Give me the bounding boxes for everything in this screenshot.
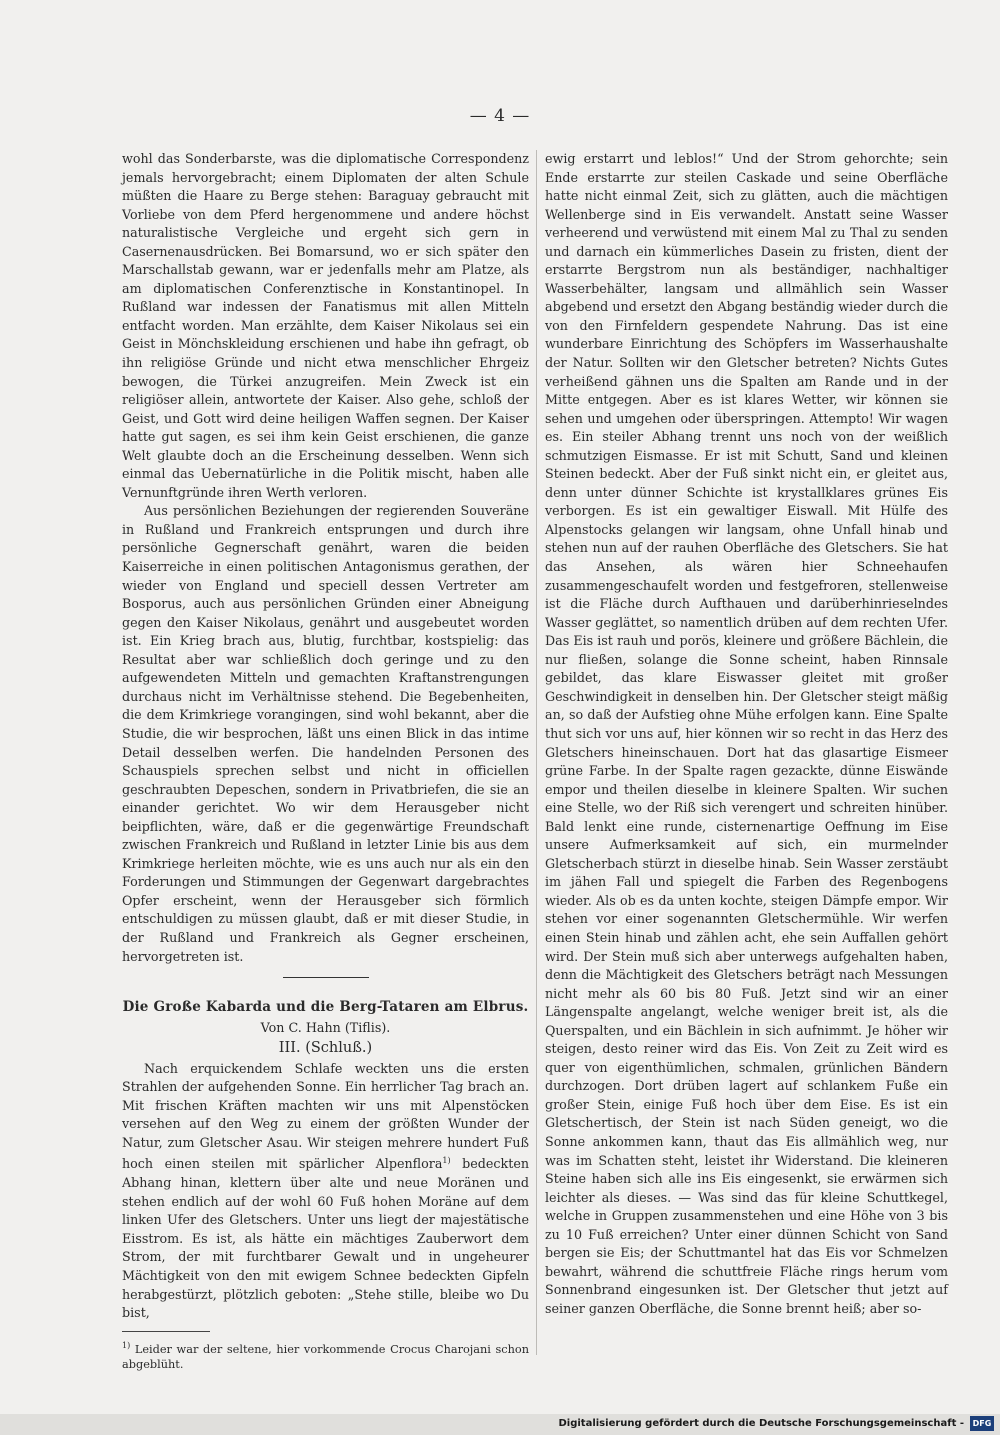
- right-column: [545, 150, 948, 1318]
- dfg-logo: DFG: [970, 1416, 994, 1431]
- section-heading: III. (Schluß.): [278, 1040, 373, 1057]
- page-number: — 4 —: [469, 106, 531, 126]
- footnote-reference: 1): [442, 1156, 451, 1166]
- footnote: [122, 1338, 529, 1374]
- footnote-text: Leider war der seltene, hier vorkommende Crocus Charojani schon abgeblüht.: [122, 1342, 529, 1372]
- body-paragraph: Aus persönlichen Beziehungen der regierenden Souveräne in Rußland und Frankreich entsprungen und durch ihre persönliche Gegnerschaft genährt, waren die beiden Kaiserreiche in einen politischen Antagonismus gerathen, der wieder von England und speciell dessen Vertreter am Bosporus, auch aus persönlichen Gründen einer Abneigung gegen den Kaiser Nikolaus, genährt und ausgebeutet worden ist. Ein Krieg brach aus, blutig, furchtbar, kostspielig: das Resultat aber war schließlich doch geringe und zu den aufgewendeten Mitteln und gemachten Kraftanstrengungen durchaus nicht im Verhältnisse stehend. Die Begebenheiten, die dem Krimkriege vorangingen, sind wohl bekannt, aber die Studie, die wir besprochen, läßt uns einen Blick in das intime Detail desselben werfen. Die handelnden Personen des Schauspiels sprechen selbst und nicht in officiellen geschraubten Depeschen, sondern in Privatbriefen, die sie an einander gerichtet. Wo wir dem Herausgeber nicht beipflichten, wäre, daß er die gegenwärtige Freundschaft zwischen Frankreich und Rußland in letzter Linie bis aus dem Krimkriege herleiten möchte, wie es uns auch nur als ein den Forderungen und Stimmungen der Gegenwart dargebrachtes Opfer erscheint, wenn der Herausgeber sich förmlich entschuldigen zu müssen glaubt, daß er mit dieser Studie, in der Rußland und Frankreich als Gegner erscheinen, hervorgetreten ist.: [122, 503, 529, 964]
- column-divider: [536, 150, 537, 1355]
- footnote-marker: 1): [122, 1340, 131, 1350]
- article-title: Die Große Kabarda und die Berg-Tataren am Elbrus.: [122, 999, 529, 1016]
- article-byline: Von C. Hahn (Tiflis).: [260, 1019, 391, 1035]
- paragraph-text: bedeckten Abhang hinan, klettern über alte und neue Moränen und stehen endlich auf der wohl 60 Fuß hohen Moräne auf dem linken Ufer des Gletschers. Unter uns liegt der majestätische Eisstrom. Es ist, als hätte ein mächtiges Zauberwort dem Strom, der mit furchtbarer Gewalt und in ungeheurer Mächtigkeit von den mit ewigem Schnee bedeckten Gipfeln herabgestürzt, plötzlich geboten: „Stehe stille, bleibe wo Du bist,: [122, 1156, 530, 1321]
- body-paragraph: [122, 1060, 529, 1323]
- body-paragraph: ewig erstarrt und leblos!“ Und der Strom gehorchte; sein Ende erstarrte zur steilen Caskade und seine Oberfläche hatte nicht einmal Zeit, sich zu glätten, auch die mächtigen Wellenberge sind in Eis verwandelt. Anstatt seine Wasser verheerend und verwüstend mit einem Mal zu Thal zu senden und darnach ein kümmerliches Dasein zu fristen, dient der erstarrte Bergstrom nun als beständiger, nachhaltiger Wasserbehälter, langsam und allmählich sein Wasser abgebend und ersetzt den Abgang beständig wieder durch die von den Firnfeldern gespendete Nahrung. Das ist eine wunderbare Einrichtung des Schöpfers im Wasserhaushalte der Natur. Sollten wir den Gletscher betreten? Nichts Gutes verheißend gähnen uns die Spalten am Rande und in der Mitte entgegen. Aber es ist klares Wetter, wir können sie sehen und umgehen oder überspringen. Attempto! Wir wagen es. Ein steiler Abhang trennt uns noch von der weißlich schmutzigen Eismasse. Er ist mit Schutt, Sand und kleinen Steinen bedeckt. Aber der Fuß sinkt nicht ein, er gleitet aus, denn unter dünner Schichte ist krystallklares grünes Eis verborgen. Es ist ein gewaltiger Eiswall. Mit Hülfe des Alpenstocks gelangen wir langsam, ohne Unfall hinab und stehen nun auf der rauhen Oberfläche des Gletschers. Sie hat das Ansehen, als wären hier Schneehaufen zusammengeschaufelt worden und festgefroren, stellenweise ist die Fläche durch Aufthauen und darüberhinrieselndes Wasser geglättet, so namentlich drüben auf dem rechten Ufer. Das Eis ist rauh und porös, kleinere und größere Bächlein, die nur fließen, solange die Sonne scheint, haben Rinnsale gebildet, das klare Eiswasser gleitet mit großer Geschwindigkeit in denselben hin. Der Gletscher steigt mäßig an, so daß der Aufstieg ohne Mühe erfolgen kann. Eine Spalte thut sich vor uns auf, hier können wir so recht in das Herz des Gletschers hineinschauen. Dort hat das glasartige Eismeer grüne Farbe. In der Spalte ragen gezackte, dünne Eiswände empor und theilen dieselbe in kleinere Spalten. Wir suchen eine Stelle, wo der Riß sich verengert und schreiten hinüber. Bald lenkt eine runde, cisternenartige Oeffnung im Eise unsere Aufmerksamkeit auf sich, ein murmelnder Gletscherbach stürzt in dieselbe hinab. Sein Wasser zerstäubt im jähen Fall und spiegelt die Farben des Regenbogens wieder. Als ob es da unten kochte, steigen Dämpfe empor. Wir stehen vor einer sogenannten Gletschermühle. Wir werfen einen Stein hinab und zählen acht, ehe sein Auffallen gehört wird. Der Stein muß sich aber unterwegs aufgehalten haben, denn die Mächtigkeit des Gletschers beträgt nach Messungen nicht mehr als 60 bis 80 Fuß. Jetzt sind wir an einer Längenspalte angelangt, welche weniger breit ist, als die Querspalten, und ein Bächlein in sich aufnimmt. Je höher wir steigen, desto reiner wird das Eis. Von Zeit zu Zeit wird es quer von eigenthümlichen, schmalen, grünlichen Bändern durchzogen. Dort drüben lagert auf schlankem Fuße ein großer Stein, einige Fuß hoch über dem Eise. Es ist ein Gletschertisch, der Stein ist nach Süden geneigt, wo die Sonne ankommen kann, thaut das Eis allmählich weg, nur was im Schatten steht, leistet ihr Widerstand. Die kleineren Steine haben sich alle ins Eis eingesenkt, sie erwärmen sich leichter als dieses. — Was sind das für kleine Schuttkegel, welche in Gruppen zusammenstehen und eine Höhe von 3 bis zu 10 Fuß erreichen? Unter einer dünnen Schicht von Sand bergen sie Eis; der Schuttmantel hat das Eis vor Schmelzen bewahrt, während die schuttfreie Fläche rings herum vom Sonnenbrand eingesunken ist. Der Gletscher thut jetzt auf seiner ganzen Oberfläche, die Sonne brennt heiß; aber so-: [545, 151, 948, 1316]
- footnote-rule: [122, 1331, 210, 1332]
- left-column: [122, 150, 529, 1373]
- funding-notice: Digitalisierung gefördert durch die Deutsche Forschungsgemeinschaft -: [558, 1418, 964, 1429]
- paragraph-text: Nach erquickendem Schlafe weckten uns die ersten Strahlen der aufgehenden Sonne. Ein herrlicher Tag brach an. Mit frischen Kräften machten wir uns mit Alpenstöcken versehen auf den Weg zu einem der größten Wunder der Natur, zum Gletscher Asau. Wir steigen mehrere hundert Fuß hoch einen steilen mit spärlicher Alpenflora: [122, 1060, 529, 1172]
- section-separator: [283, 977, 369, 978]
- body-paragraph: wohl das Sonderbarste, was die diplomatische Correspondenz jemals hervorgebracht; einem Diplomaten der alten Schule müßten die Haare zu Berge stehen: Baraguay gebraucht mit Vorliebe von dem Pferd hergenommene und andere höchst naturalistische Vergleiche und ergeht sich gern in Casernenausdrücken. Bei Bomarsund, wo er sich später den Marschallstab gewann, war er jedenfalls mehr am Platze, als am diplomatischen Conferenztische in Konstantinopel. In Rußland war indessen der Fanatismus mit allen Mitteln entfacht worden. Man erzählte, dem Kaiser Nikolaus sei ein Geist in Mönchskleidung erschienen und habe ihn gefragt, ob ihn religiöse Gründe und nicht etwa menschlicher Ehrgeiz bewogen, die Türkei anzugreifen. Mein Zweck ist ein religiöser allein, antwortete der Kaiser. Also gehe, schloß der Geist, und Gott wird deine heiligen Waffen segnen. Der Kaiser hatte gut sagen, es sei ihm kein Geist erschienen, die ganze Welt glaubte doch an die Erscheinung desselben. Wenn sich einmal das Uebernatürliche in die Politik mischt, haben alle Vernunftgründe ihren Werth verloren.: [122, 151, 529, 500]
